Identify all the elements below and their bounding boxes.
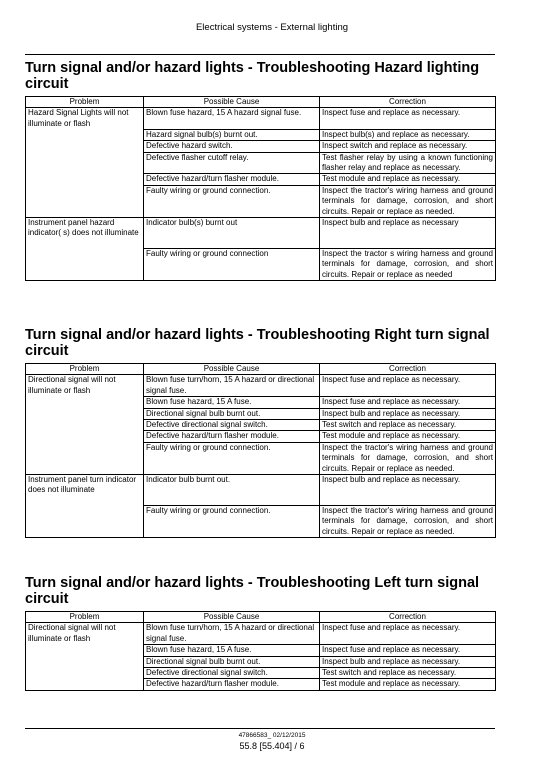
correction-cell: Inspect fuse and replace as necessary. bbox=[320, 645, 496, 656]
cause-cell: Faulty wiring or ground connection. bbox=[144, 442, 320, 474]
footer-page-number: 55.8 [55.404] / 6 bbox=[239, 741, 305, 751]
cause-cell: Blown fuse hazard, 15 A hazard signal fuse. bbox=[144, 108, 320, 129]
col-header-correction: Correction bbox=[320, 364, 496, 375]
section-title: Turn signal and/or hazard lights - Troubleshooting Right turn signal circuit bbox=[25, 327, 490, 359]
correction-cell: Inspect bulb and replace as necessary bbox=[320, 217, 496, 248]
correction-cell: Inspect the tractor's wiring harness and ground terminals for damage, corrosion, and short circuits. Repair or replace as needed. bbox=[320, 506, 496, 538]
correction-cell: Inspect the tractor's wiring harness and ground terminals for damage, corrosion, and short circuits. Repair or replace as needed. bbox=[320, 442, 496, 474]
page-header: Electrical systems - External lighting bbox=[195, 22, 349, 33]
col-header-correction: Correction bbox=[320, 97, 496, 108]
problem-cell: Directional signal will not illuminate or flash bbox=[26, 623, 144, 645]
table-row bbox=[26, 645, 496, 656]
header-rule bbox=[25, 54, 495, 55]
table-row bbox=[26, 475, 496, 506]
table-row bbox=[26, 174, 496, 185]
problem-cell: Directional signal will not illuminate or flash bbox=[26, 375, 144, 397]
correction-cell: Test module and replace as necessary. bbox=[320, 679, 496, 690]
table-row bbox=[26, 141, 496, 152]
cause-cell: Defective hazard/turn flasher module. bbox=[144, 431, 320, 442]
table-row bbox=[26, 375, 496, 397]
section-right-turn bbox=[25, 327, 495, 538]
cause-cell: Defective directional signal switch. bbox=[144, 668, 320, 679]
table-row bbox=[26, 431, 496, 442]
table-row bbox=[26, 185, 496, 217]
correction-cell: Test switch and replace as necessary. bbox=[320, 420, 496, 431]
cause-cell: Directional signal bulb burnt out. bbox=[144, 656, 320, 667]
cause-cell: Blown fuse hazard, 15 A fuse. bbox=[144, 397, 320, 408]
table-row bbox=[26, 623, 496, 645]
cause-cell: Defective flasher cutoff relay. bbox=[144, 152, 320, 174]
correction-cell: Test module and replace as necessary. bbox=[320, 431, 496, 442]
troubleshooting-table bbox=[25, 96, 496, 281]
cause-cell: Blown fuse hazard, 15 A fuse. bbox=[144, 645, 320, 656]
table-row bbox=[26, 217, 496, 248]
table-row bbox=[26, 108, 496, 129]
col-header-cause: Possible Cause bbox=[144, 612, 320, 623]
cause-cell: Defective directional signal switch. bbox=[144, 420, 320, 431]
cause-cell: Hazard signal bulb(s) burnt out. bbox=[144, 129, 320, 140]
correction-cell: Inspect the tractor s wiring harness and ground terminals for damage, corrosion, and short circuits. Repair or replace as needed bbox=[320, 248, 496, 280]
correction-cell: Test switch and replace as necessary. bbox=[320, 668, 496, 679]
footer-rule bbox=[25, 728, 495, 729]
table-row bbox=[26, 506, 496, 538]
correction-cell: Inspect the tractor's wiring harness and ground terminals for damage, corrosion, and short circuits. Repair or replace as needed. bbox=[320, 185, 496, 217]
correction-cell: Test flasher relay by using a known functioning flasher relay and replace as necessary. bbox=[320, 152, 496, 174]
problem-cell: Instrument panel hazard indicator( s) does not illuminate bbox=[26, 217, 144, 248]
footer-doc-id: 47866583_ 02/12/2015 bbox=[238, 732, 306, 739]
table-row bbox=[26, 248, 496, 280]
correction-cell: Test module and replace as necessary. bbox=[320, 174, 496, 185]
table-row bbox=[26, 656, 496, 667]
table-row bbox=[26, 442, 496, 474]
cause-cell: Directional signal bulb burnt out. bbox=[144, 408, 320, 419]
section-title: Turn signal and/or hazard lights - Troubleshooting Hazard lighting circuit bbox=[25, 60, 480, 92]
correction-cell: Inspect bulb and replace as necessary. bbox=[320, 656, 496, 667]
cause-cell: Blown fuse turn/horn, 15 A hazard or directional signal fuse. bbox=[144, 623, 320, 645]
cause-cell: Defective hazard/turn flasher module. bbox=[144, 679, 320, 690]
section-hazard bbox=[25, 60, 495, 281]
correction-cell: Inspect switch and replace as necessary. bbox=[320, 141, 496, 152]
section-left-turn bbox=[25, 575, 495, 691]
cause-cell: Faulty wiring or ground connection bbox=[144, 248, 320, 280]
correction-cell: Inspect bulb and replace as necessary. bbox=[320, 408, 496, 419]
cause-cell: Indicator bulb burnt out. bbox=[144, 475, 320, 506]
table-row bbox=[26, 397, 496, 408]
cause-cell: Defective hazard/turn flasher module. bbox=[144, 174, 320, 185]
table-row bbox=[26, 152, 496, 174]
table-row bbox=[26, 129, 496, 140]
correction-cell: Inspect fuse and replace as necessary. bbox=[320, 108, 496, 129]
correction-cell: Inspect fuse and replace as necessary. bbox=[320, 375, 496, 397]
cause-cell: Faulty wiring or ground connection. bbox=[144, 506, 320, 538]
table-row bbox=[26, 420, 496, 431]
col-header-problem: Problem bbox=[26, 364, 144, 375]
cause-cell: Defective hazard switch. bbox=[144, 141, 320, 152]
col-header-problem: Problem bbox=[26, 97, 144, 108]
correction-cell: Inspect fuse and replace as necessary. bbox=[320, 397, 496, 408]
table-row bbox=[26, 408, 496, 419]
col-header-cause: Possible Cause bbox=[144, 97, 320, 108]
cause-cell: Blown fuse turn/horn, 15 A hazard or directional signal fuse. bbox=[144, 375, 320, 397]
table-row bbox=[26, 679, 496, 690]
col-header-problem: Problem bbox=[26, 612, 144, 623]
troubleshooting-table bbox=[25, 611, 496, 691]
section-title: Turn signal and/or hazard lights - Troubleshooting Left turn signal circuit bbox=[25, 575, 480, 607]
col-header-cause: Possible Cause bbox=[144, 364, 320, 375]
correction-cell: Inspect bulb and replace as necessary. bbox=[320, 475, 496, 506]
col-header-correction: Correction bbox=[320, 612, 496, 623]
cause-cell: Indicator bulb(s) burnt out bbox=[144, 217, 320, 248]
problem-cell: Instrument panel turn indicator does not illuminate bbox=[26, 475, 144, 506]
cause-cell: Faulty wiring or ground connection. bbox=[144, 185, 320, 217]
problem-cell: Hazard Signal Lights will not illuminate or flash bbox=[26, 108, 144, 129]
correction-cell: Inspect bulb(s) and replace as necessary. bbox=[320, 129, 496, 140]
troubleshooting-table bbox=[25, 363, 496, 538]
correction-cell: Inspect fuse and replace as necessary. bbox=[320, 623, 496, 645]
table-row bbox=[26, 668, 496, 679]
